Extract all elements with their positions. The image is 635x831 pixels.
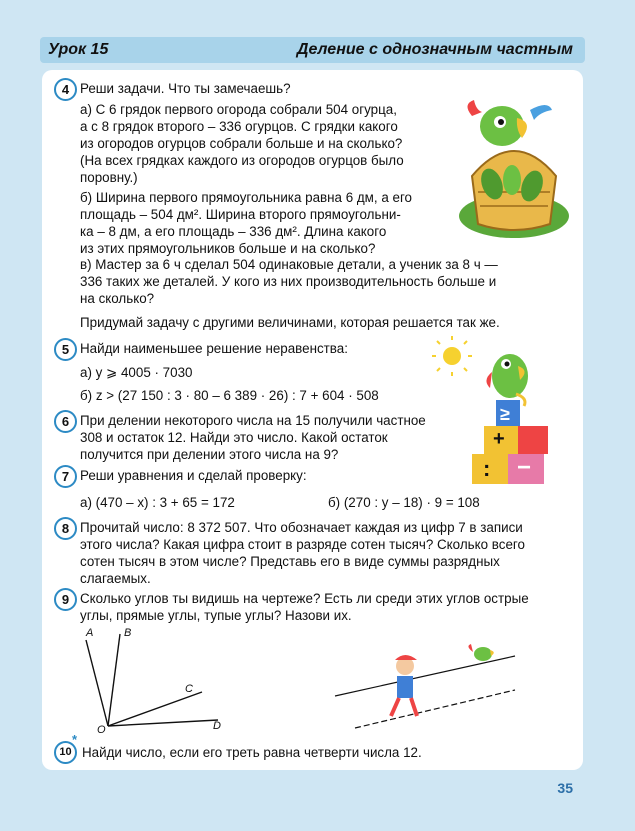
task-4a-line-1: а) С 6 грядок первого огорода собрали 504 огурца,: [80, 102, 397, 117]
task-4a-line-3: из огородов огурцов собрали больше и на сколько?: [80, 136, 403, 151]
task-5a: а) y ⩾ 4005 · 7030: [80, 365, 193, 380]
task-6-number: 6: [54, 410, 77, 433]
task-8-line-3: сотен тысяч в этом числе? Представь его в виде суммы разрядных: [80, 554, 500, 569]
task-4a-line-5: поровну.): [80, 170, 138, 185]
task-8: [80, 519, 570, 587]
task-8-line-1: Прочитай число: 8 372 507. Что обозначает каждая из цифр 7 в записи: [80, 520, 523, 535]
block-plus-symbol: +: [493, 428, 505, 450]
task-6-line-1: При делении некоторого числа на 15 получили частное: [80, 413, 426, 428]
task-4: [80, 80, 450, 257]
task-8-line-4: слагаемых.: [80, 571, 151, 586]
point-c-label: C: [185, 683, 193, 695]
task-4c-line-1: в) Мастер за 6 ч сделал 504 одинаковые детали, а ученик за 8 ч —: [80, 257, 498, 272]
task-7-title: Реши уравнения и сделай проверку:: [80, 468, 307, 483]
block-ge-symbol: ≥: [500, 404, 510, 424]
task-4b-line-3: ка – 8 дм, а его площадь – 336 дм². Длина какого: [80, 224, 387, 239]
parrot-basket-illustration: [452, 96, 577, 241]
task-9-line-2: углы, прямые углы, тупые углы? Назови их.: [80, 608, 352, 623]
task-5-number: 5: [54, 338, 77, 361]
task-5b: б) z > (27 150 : 3 · 80 – 6 389 · 26) : 7 + 604 · 508: [80, 388, 379, 403]
ray-ob: [108, 634, 120, 726]
task-5-title: Найди наименьшее решение неравенства:: [80, 341, 348, 356]
task-10-number: 10: [54, 741, 77, 764]
task-7: [80, 467, 440, 484]
task-8-number: 8: [54, 517, 77, 540]
block-minus-symbol: −: [517, 454, 532, 481]
ray-od: [108, 720, 218, 726]
task-10: Найди число, если его треть равна четверти числа 12.: [82, 745, 422, 760]
task-9: [80, 590, 570, 624]
point-o-label: O: [97, 724, 106, 736]
task-4c: [80, 256, 570, 331]
task-6: [80, 412, 460, 463]
task-4c-line-3: на сколько?: [80, 291, 155, 306]
task-4a-line-2: а с 8 грядок второго – 336 огурцов. С грядки какого: [80, 119, 398, 134]
tightrope-illustration: [325, 636, 525, 736]
ray-oa: [86, 640, 108, 726]
point-a-label: A: [86, 627, 94, 639]
point-d-label: D: [213, 720, 221, 732]
page-number: 35: [557, 780, 573, 796]
task-8-line-2: этого числа? Какая цифра стоит в разряде сотен тысяч? Сколько всего: [80, 537, 525, 552]
task-4b-line-4: из этих прямоугольников больше и на сколько?: [80, 241, 376, 256]
lesson-number: Урок 15: [48, 41, 109, 58]
task-6-line-3: получится при делении этого числа на 9?: [80, 447, 339, 462]
ray-oc: [108, 692, 202, 726]
task-4b-line-2: площадь – 504 дм². Ширина второго прямоугольни-: [80, 207, 401, 222]
challenge-star: *: [72, 732, 78, 747]
task-4-extra: Придумай задачу с другими величинами, которая решается так же.: [80, 315, 500, 330]
task-7a: а) (470 – x) : 3 + 65 = 172: [80, 495, 235, 510]
point-b-label: B: [124, 627, 132, 639]
task-4a-line-4: (На всех грядках каждого из огородов огурцов было: [80, 153, 404, 168]
task-9-number: 9: [54, 588, 77, 611]
task-7b: б) (270 : y – 18) · 9 = 108: [328, 495, 480, 510]
task-7-number: 7: [54, 465, 77, 488]
task-4-number: 4: [54, 78, 77, 101]
task-6-line-2: 308 и остаток 12. Найди это число. Какой остаток: [80, 430, 388, 445]
task-5: [80, 340, 460, 404]
lesson-header: [40, 37, 585, 63]
block-div-symbol: :: [483, 456, 491, 481]
task-9-line-1: Сколько углов ты видишь на чертеже? Есть ли среди этих углов острые: [80, 591, 529, 606]
lesson-topic: Деление с однозначным частным: [296, 41, 573, 58]
task-4-title: Реши задачи. Что ты замечаешь?: [80, 81, 291, 96]
task-4b-line-1: б) Ширина первого прямоугольника равна 6 дм, а его: [80, 190, 412, 205]
task-4c-line-2: 336 таких же деталей. У кого из них производительность больше и: [80, 274, 497, 289]
